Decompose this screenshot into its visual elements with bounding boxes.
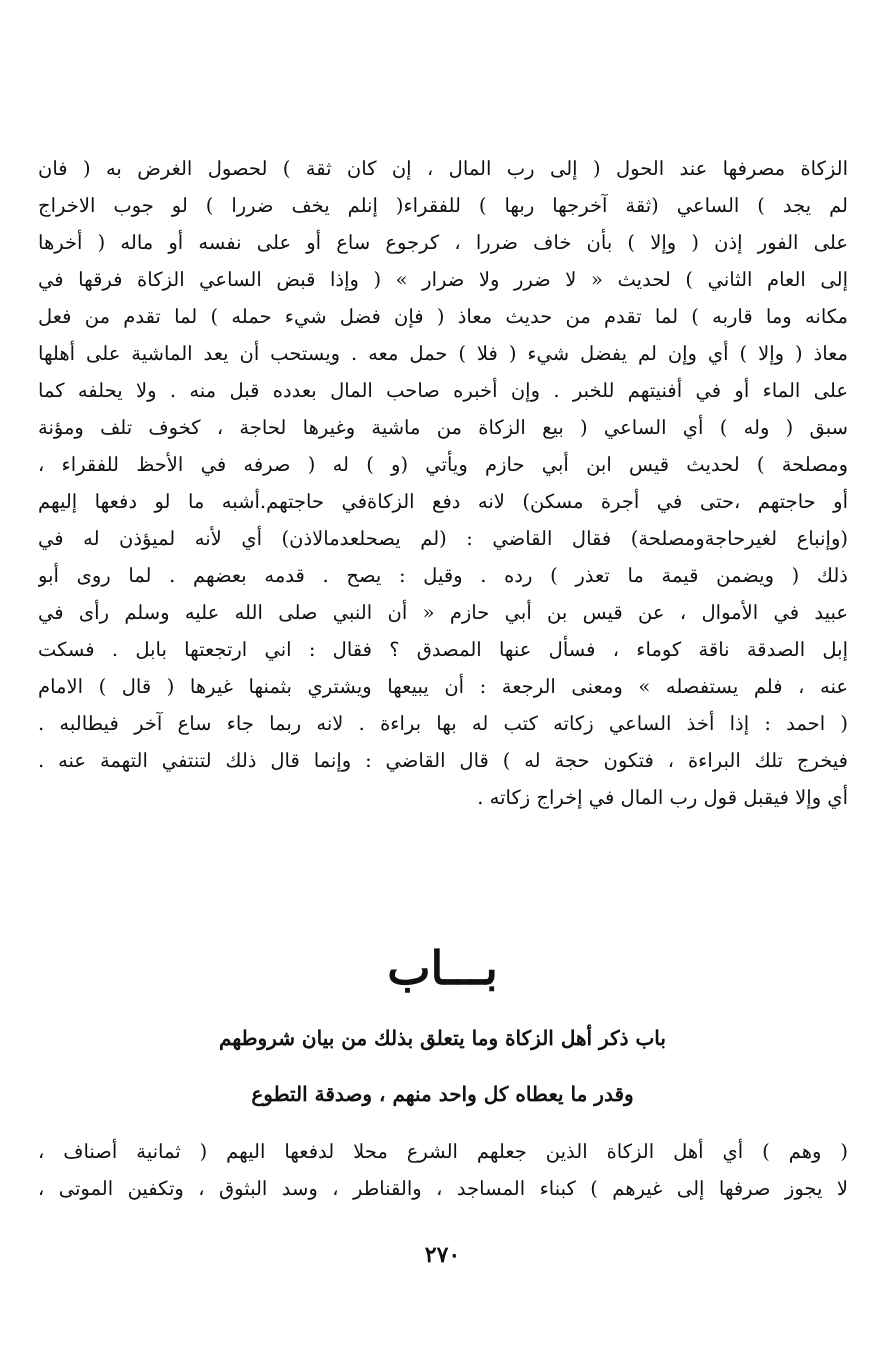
body-line: على الفور إذن ( وإلا ) بأن خاف ضررا ، كرجوع ساع أو على نفسه أو ماله ( أخرها — [38, 231, 848, 254]
chapter-heading: بـــاب — [387, 941, 498, 995]
body-line: ذلك ( ويضمن قيمة ما تعذر ) رده . وقيل : يصح . قدمه بعضهم . لما روى أبو — [38, 564, 848, 587]
section-line: ( وهم ) أي أهل الزكاة الذين جعلهم الشرع محلا لدفعها اليهم ( ثمانية أصناف ، — [38, 1140, 848, 1163]
body-line: إلى العام الثاني ) لحديث « لا ضرر ولا ضرار » ( وإذا قبض الساعي الزكاة فرقها في — [38, 268, 848, 291]
chapter-subtitle-line-2: وقدر ما يعطاه كل واحد منهم ، وصدقة التطوع — [251, 1082, 634, 1106]
section-line: لا يجوز صرفها إلى غيرهم ) كبناء المساجد ، والقناطر ، وسد البثوق ، وتكفين الموتى ، — [38, 1177, 848, 1200]
section-text — [38, 1133, 848, 1207]
body-line: عبيد في الأموال ، عن قيس بن أبي حازم « أن النبي صلى الله عليه وسلم رأى في — [38, 601, 848, 624]
body-text — [38, 150, 848, 816]
body-line: ومصلحة ) لحديث قيس ابن أبي حازم ويأتي (و ) له ( صرفه في الأحظ للفقراء ، — [38, 453, 848, 476]
body-line: أو حاجتهم ،حتى في أجرة مسكن) لانه دفع الزكاةفي حاجتهم.أشبه ما لو دفعها إليهم — [38, 490, 848, 513]
body-line: فيخرج تلك البراءة ، فتكون حجة له ) قال القاضي : وإنما قال ذلك لتنتفي التهمة عنه . — [38, 749, 848, 772]
page-number: ٢٧٠ — [424, 1242, 461, 1268]
body-line: لم يجد ) الساعي (ثقة آخرجها ربها ) للفقراء( إنلم يخف ضررا ) لو جوب الاخراج — [38, 194, 848, 217]
body-line: سبق ( وله ) أي الساعي ( بيع الزكاة من ماشية وغيرها لحاجة ، كخوف تلف ومؤنة — [38, 416, 848, 439]
chapter-subtitle-line-1: باب ذكر أهل الزكاة وما يتعلق بذلك من بيان شروطهم — [219, 1026, 666, 1050]
body-line: إبل الصدقة ناقة كوماء ، فسأل عنها المصدق ؟ فقال : اني ارتجعتها بابل . فسكت — [38, 638, 848, 661]
body-line: ( احمد : إذا أخذ الساعي زكاته كتب له بها براءة . لانه ربما جاء ساع آخر فيطالبه . — [38, 712, 848, 735]
body-line: على الماء أو في أفنيتهم للخبر . وإن أخبره صاحب المال بعدده قبل منه . ولا يحلفه كما — [38, 379, 848, 402]
body-line: معاذ ( وإلا ) أي وإن لم يفضل شيء ( فلا ) حمل معه . ويستحب أن يعد الماشية على أهلها — [38, 342, 848, 365]
body-line: أي وإلا فيقبل قول رب المال في إخراج زكاته . — [477, 786, 848, 809]
body-line: مكانه وما قاربه ) لما تقدم من حديث معاذ ( فإن فضل شيء حمله ) لما تقدم من فعل — [38, 305, 848, 328]
body-line: الزكاة مصرفها عند الحول ( إلى رب المال ، إن كان ثقة ) لحصول الغرض به ( فان — [38, 157, 848, 180]
body-line: عنه ، فلم يستفصله » ومعنى الرجعة : أن يبيعها ويشتري بثمنها غيرها ( قال ) الامام — [38, 675, 848, 698]
body-line: (وإنباع لغيرحاجةومصلحة) فقال القاضي : (لم يصحلعدمالاذن) أي لأنه لميؤذن له في — [38, 527, 848, 550]
